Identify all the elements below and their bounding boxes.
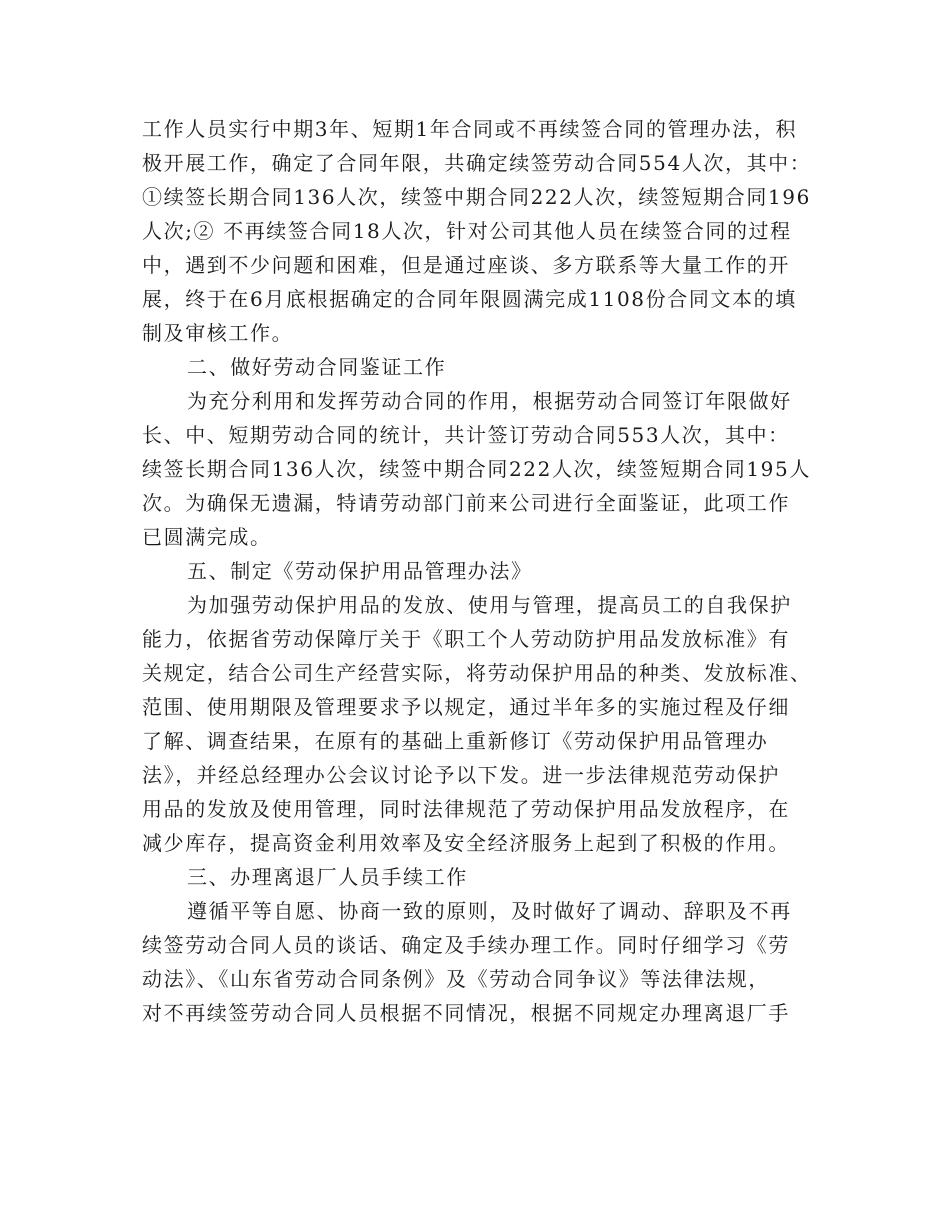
paragraph-line: 中，遇到不少问题和困难，但是通过座谈、多方联系等大量工作的开	[142, 253, 790, 277]
paragraph-line: 范围、使用期限及管理要求予以规定，通过半年多的实施过程及仔细	[142, 695, 790, 719]
paragraph-line: 对不再续签劳动合同人员根据不同情况，根据不同规定办理离退厂手	[142, 1001, 790, 1025]
paragraph-line: 展，终于在6月底根据确定的合同年限圆满完成1108份合同文本的填	[142, 287, 797, 311]
paragraph-line: 动法》、《山东省劳动合同条例》及《劳动合同争议》等法律法规，	[142, 967, 770, 991]
paragraph-line: 续签长期合同136人次，续签中期合同222人次，续签短期合同195人	[142, 457, 811, 481]
paragraph-line: 人次;② 不再续签合同18人次，针对公司其他人员在续签合同的过程	[142, 219, 792, 243]
paragraph-line: 为加强劳动保护用品的发放、使用与管理，提高员工的自我保护	[187, 593, 792, 617]
section-heading: 三、办理离退厂人员手续工作	[187, 865, 468, 889]
section-heading: 二、做好劳动合同鉴证工作	[187, 355, 447, 379]
paragraph-line: 了解、调查结果，在原有的基础上重新修订《劳动保护用品管理办	[142, 729, 769, 753]
paragraph-line: 用品的发放及使用管理，同时法律规范了劳动保护用品发放程序，在	[142, 797, 790, 821]
paragraph-line: 遵循平等自愿、协商一致的原则，及时做好了调动、辞职及不再	[187, 899, 792, 923]
paragraph-line: 极开展工作，确定了合同年限，共确定续签劳动合同554人次，其中：	[142, 151, 812, 175]
paragraph-line: 次。为确保无遗漏，特请劳动部门前来公司进行全面鉴证，此项工作	[142, 491, 790, 515]
paragraph-line: ①续签长期合同136人次，续签中期合同222人次，续签短期合同196	[142, 185, 811, 209]
paragraph-line: 法》，并经总经理办公会议讨论予以下发。进一步法律规范劳动保护	[142, 763, 780, 787]
paragraph-line: 工作人员实行中期3年、短期1年合同或不再续签合同的管理办法，积	[142, 117, 798, 141]
paragraph-line: 能力，依据省劳动保障厅关于《职工个人劳动防护用品发放标准》有	[142, 627, 790, 651]
paragraph-line: 制及审核工作。	[142, 321, 294, 345]
paragraph-line: 续签劳动合同人员的谈话、确定及手续办理工作。同时仔细学习《劳	[142, 933, 790, 957]
paragraph-line: 已圆满完成。	[142, 525, 272, 549]
section-heading: 五、制定《劳动保护用品管理办法》	[187, 559, 533, 583]
paragraph-line: 为充分利用和发挥劳动合同的作用，根据劳动合同签订年限做好	[187, 389, 792, 413]
paragraph-line: 关规定，结合公司生产经营实际，将劳动保护用品的种类、发放标准、	[142, 661, 812, 685]
paragraph-line: 长、中、短期劳动合同的统计，共计签订劳动合同553人次，其中：	[142, 423, 790, 447]
paragraph-line: 减少库存，提高资金利用效率及安全经济服务上起到了积极的作用。	[142, 831, 790, 855]
